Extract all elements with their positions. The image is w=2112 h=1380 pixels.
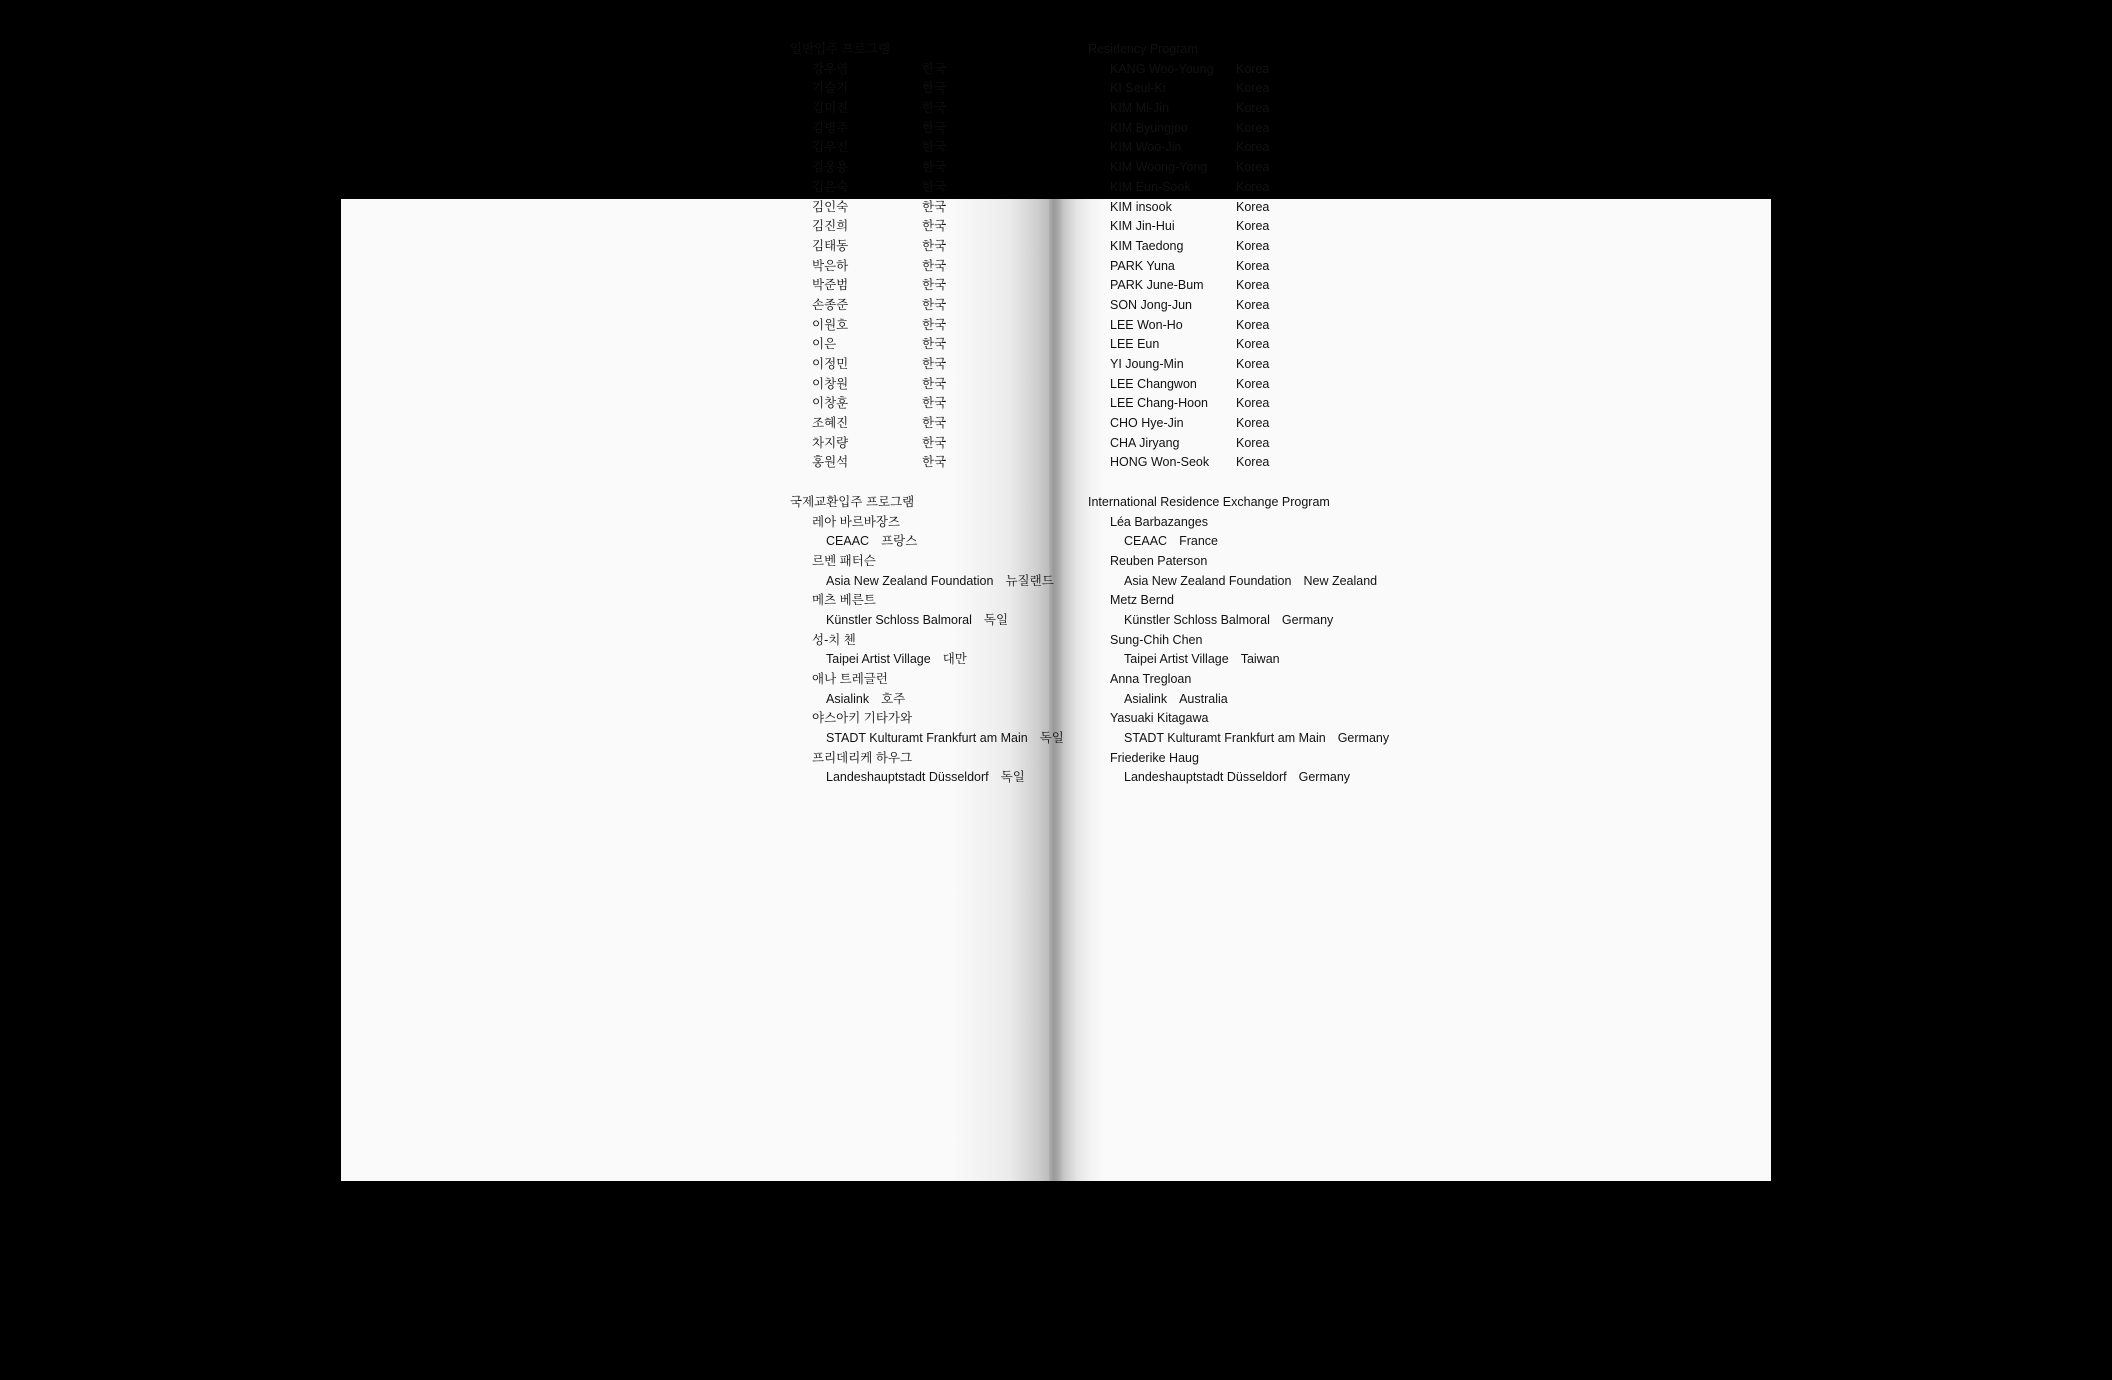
resident-country: 한국 [922,416,947,431]
resident-name: KIM Woo-Jin [1110,140,1182,155]
resident-name: SON Jong-Jun [1110,297,1192,312]
resident-country: 한국 [922,376,947,391]
resident-row [1088,316,1389,336]
resident-row [1088,394,1389,414]
exchange-entry [1088,670,1389,709]
resident-row [1088,79,1389,99]
exchange-entry [790,552,1064,591]
resident-row [790,198,1064,218]
exchange-organization: STADT Kulturamt Frankfurt am Main [826,731,1028,746]
resident-row [790,60,1064,80]
resident-country: Korea [1236,179,1270,194]
resident-country: Korea [1236,317,1270,332]
resident-country: 한국 [922,219,947,234]
resident-country: Korea [1236,81,1270,96]
resident-name: 손종준 [812,297,849,312]
section-spacer [1088,473,1389,493]
exchange-artist-name: Anna Tregloan [1110,672,1192,686]
resident-name: 박은하 [812,258,849,273]
exchange-organization: Asialink [826,691,870,706]
resident-country: 한국 [922,396,947,411]
resident-row [1088,178,1389,198]
exchange-entry [1088,631,1389,670]
exchange-entry [790,749,1064,788]
resident-row [1088,257,1389,277]
exchange-artist-name: Reuben Paterson [1110,553,1208,568]
resident-row [790,296,1064,316]
resident-row [1088,434,1389,454]
resident-country: 한국 [922,179,947,194]
resident-country: Korea [1236,297,1270,312]
resident-name: 김인숙 [812,199,849,214]
exchange-organization: Taipei Artist Village [826,652,931,667]
resident-name: CHA Jiryang [1110,435,1180,450]
exchange-country: Taiwan [1240,652,1280,667]
exchange-organization: Asialink [1124,691,1168,706]
resident-country: Korea [1236,140,1270,155]
resident-country: 한국 [922,160,947,175]
resident-row [790,119,1064,139]
resident-name: KIM Taedong [1110,238,1184,253]
exchange-country: 독일 [1000,770,1025,785]
resident-name: 김은숙 [812,179,849,194]
exchange-affiliation [1088,650,1389,670]
resident-row [1088,335,1389,355]
resident-name: LEE Eun [1110,337,1160,352]
korean-exchange-list [790,513,1064,789]
exchange-country: 호주 [881,691,906,706]
exchange-artist-name: 애나 트레글런 [812,672,888,686]
resident-country: Korea [1236,278,1270,293]
resident-name: 김미진 [812,101,849,116]
resident-row [790,158,1064,178]
resident-country: Korea [1236,435,1270,450]
exchange-artist-name: Metz Bernd [1110,593,1174,608]
resident-name: KIM Woong-Yong [1110,160,1208,175]
exchange-artist-name: Friederike Haug [1110,750,1199,765]
exchange-country: France [1179,534,1218,549]
resident-country: Korea [1236,160,1270,175]
resident-name: 김병주 [812,120,849,135]
resident-row [790,138,1064,158]
exchange-affiliation [1088,690,1389,710]
resident-country: 한국 [922,81,947,96]
resident-name: 이창훈 [812,396,849,411]
exchange-artist-name: 프리데리케 하우그 [812,750,913,765]
resident-name: KI Seul-Ki [1110,81,1166,96]
english-residency-heading: Residency Program [1088,42,1198,56]
resident-row [790,237,1064,257]
exchange-entry [790,591,1064,630]
exchange-entry [1088,749,1389,788]
resident-country: 한국 [922,435,947,450]
exchange-entry [1088,552,1389,591]
exchange-organization: Landeshauptstadt Düsseldorf [1124,770,1287,785]
resident-name: 이은 [812,337,837,352]
resident-name: 차지량 [812,435,849,450]
exchange-artist-name: 레아 바르바장즈 [812,514,900,529]
resident-row [790,79,1064,99]
resident-row [1088,276,1389,296]
exchange-country: Germany [1281,612,1334,627]
resident-row [790,375,1064,395]
exchange-affiliation [1088,768,1389,788]
exchange-artist-name: 성-치 첸 [812,632,856,647]
exchange-organization: STADT Kulturamt Frankfurt am Main [1124,731,1326,746]
resident-row [1088,217,1389,237]
exchange-artist-name: Léa Barbazanges [1110,514,1208,529]
resident-name: KANG Woo-Young [1110,61,1214,76]
resident-name: 기슬기 [812,81,849,96]
exchange-entry [790,513,1064,552]
resident-row [1088,375,1389,395]
resident-name: HONG Won-Seok [1110,455,1210,470]
resident-row [790,99,1064,119]
resident-country: Korea [1236,455,1270,470]
resident-country: 한국 [922,120,947,135]
exchange-country: 뉴질랜드 [1005,573,1054,588]
resident-name: KIM Mi-Jin [1110,101,1170,116]
resident-country: Korea [1236,120,1270,135]
english-residents-list [1088,60,1389,473]
resident-name: 김진희 [812,219,849,234]
resident-country: Korea [1236,376,1270,391]
resident-country: 한국 [922,140,947,155]
exchange-country: Germany [1298,770,1351,785]
exchange-organization: Asia New Zealand Foundation [1124,573,1292,588]
resident-row [790,316,1064,336]
exchange-affiliation [1088,572,1389,592]
resident-name: 김우진 [812,140,849,155]
resident-country: Korea [1236,101,1270,116]
exchange-affiliation [790,690,1064,710]
resident-country: 한국 [922,258,947,273]
exchange-country: 독일 [1039,731,1064,746]
exchange-affiliation [790,650,1064,670]
exchange-affiliation [790,532,1064,552]
resident-name: 이창원 [812,376,849,391]
exchange-country: 프랑스 [881,534,918,549]
resident-row [1088,296,1389,316]
resident-row [1088,198,1389,218]
english-column [1088,40,1389,788]
korean-residency-heading: 일반입주 프로그램 [790,42,891,56]
exchange-artist-name: 야스아키 기타가와 [812,711,913,726]
resident-country: 한국 [922,317,947,332]
resident-row [1088,453,1389,473]
resident-country: 한국 [922,199,947,214]
exchange-entry [790,631,1064,670]
exchange-entry [790,670,1064,709]
exchange-country: New Zealand [1303,573,1378,588]
resident-row [1088,60,1389,80]
resident-country: 한국 [922,278,947,293]
korean-column [790,40,1064,788]
english-exchange-list [1088,513,1389,789]
exchange-organization: Künstler Schloss Balmoral [1124,612,1270,627]
exchange-affiliation [790,768,1064,788]
resident-row [790,414,1064,434]
resident-name: CHO Hye-Jin [1110,416,1184,431]
resident-name: 조혜진 [812,416,849,431]
resident-country: Korea [1236,396,1270,411]
exchange-country: 독일 [983,612,1009,627]
resident-row [790,257,1064,277]
exchange-entry [1088,591,1389,630]
resident-name: 이원호 [812,317,849,332]
section-spacer [790,473,1064,493]
exchange-country: Germany [1337,731,1390,746]
resident-country: Korea [1236,219,1270,234]
exchange-country: 대만 [942,652,967,667]
exchange-entry [1088,709,1389,748]
exchange-organization: Taipei Artist Village [1124,652,1229,667]
exchange-artist-name: 메츠 베른트 [812,593,876,608]
exchange-affiliation [1088,532,1389,552]
resident-name: 김웅용 [812,160,849,175]
resident-row [1088,237,1389,257]
resident-row [790,434,1064,454]
resident-row [1088,414,1389,434]
resident-row [790,217,1064,237]
resident-country: Korea [1236,238,1270,253]
resident-country: 한국 [922,455,947,470]
resident-row [790,335,1064,355]
exchange-affiliation [790,611,1064,631]
resident-country: 한국 [922,238,947,253]
resident-name: LEE Chang-Hoon [1110,396,1208,411]
english-exchange-heading: International Residence Exchange Program [1088,494,1330,509]
resident-country: Korea [1236,416,1270,431]
resident-name: YI Joung-Min [1110,357,1184,371]
resident-country: 한국 [922,357,947,371]
exchange-affiliation [1088,611,1389,631]
exchange-affiliation [1088,729,1389,749]
resident-country: Korea [1236,357,1270,371]
resident-row [790,355,1064,375]
exchange-organization: Künstler Schloss Balmoral [826,612,972,627]
resident-country: Korea [1236,61,1270,76]
resident-country: Korea [1236,199,1270,214]
resident-name: 박준범 [812,278,849,293]
resident-row [790,453,1064,473]
resident-name: 이정민 [812,357,849,371]
resident-country: 한국 [922,337,947,352]
resident-name: KIM insook [1110,199,1172,214]
resident-row [790,178,1064,198]
exchange-artist-name: Sung-Chih Chen [1110,632,1203,647]
resident-name: 강우영 [812,61,849,76]
resident-name: 김태동 [812,238,849,253]
exchange-artist-name: 르벤 패터슨 [812,553,876,568]
resident-row [1088,355,1389,375]
exchange-organization: Asia New Zealand Foundation [826,573,994,588]
resident-row [790,394,1064,414]
resident-country: 한국 [922,61,947,76]
resident-name: LEE Won-Ho [1110,317,1183,332]
resident-row [1088,99,1389,119]
resident-row [1088,119,1389,139]
resident-country: 한국 [922,101,947,116]
korean-residents-list [790,60,1064,473]
exchange-organization: Landeshauptstadt Düsseldorf [826,770,989,785]
resident-country: Korea [1236,258,1270,273]
resident-name: KIM Eun-Sook [1110,179,1191,194]
exchange-entry [1088,513,1389,552]
resident-name: 홍원석 [812,455,849,470]
resident-row [1088,138,1389,158]
resident-name: PARK June-Bum [1110,278,1204,293]
resident-country: Korea [1236,337,1270,352]
resident-row [1088,158,1389,178]
resident-country: 한국 [922,297,947,312]
resident-name: LEE Changwon [1110,376,1197,391]
resident-name: KIM Byungjoo [1110,120,1188,135]
exchange-organization: CEAAC [826,534,870,549]
exchange-artist-name: Yasuaki Kitagawa [1110,711,1209,726]
exchange-organization: CEAAC [1124,534,1168,549]
resident-row [790,276,1064,296]
korean-exchange-heading: 국제교환입주 프로그램 [790,494,915,509]
exchange-affiliation [790,572,1064,592]
exchange-affiliation [790,729,1064,749]
resident-name: KIM Jin-Hui [1110,219,1175,234]
resident-name: PARK Yuna [1110,258,1175,273]
exchange-entry [790,709,1064,748]
exchange-country: Australia [1179,691,1228,706]
